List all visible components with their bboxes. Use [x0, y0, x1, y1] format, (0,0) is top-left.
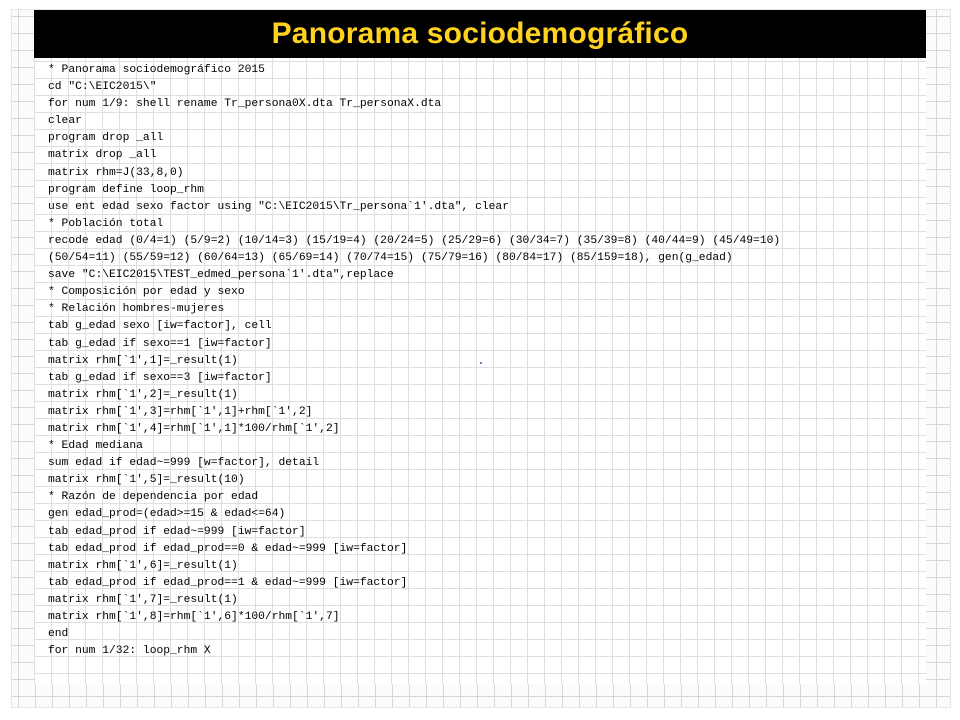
title-bar [34, 10, 926, 58]
code-line: tab edad_prod if edad_prod==0 & edad~=999 [iw=factor] [48, 542, 408, 555]
slide-title: Panorama sociodemográfico [271, 17, 689, 50]
code-line: * Composición por edad y sexo [48, 286, 245, 299]
code-line: matrix rhm=J(33,8,0) [48, 166, 184, 179]
code-line: tab g_edad if sexo==1 [iw=factor] [48, 337, 272, 350]
code-line: matrix rhm[`1',5]=_result(10) [48, 474, 245, 487]
code-line: (50/54=11) (55/59=12) (60/64=13) (65/69=14) (70/74=15) (75/79=16) (80/84=17) (85/159=18), gen(g_edad) [48, 252, 733, 265]
code-line: matrix rhm[`1',4]=rhm[`1',1]*100/rhm[`1',2] [48, 422, 340, 435]
code-line: * Relación hombres-mujeres [48, 303, 225, 316]
code-line: matrix rhm[`1',6]=_result(1) [48, 559, 238, 572]
code-line: for num 1/32: loop_rhm X [48, 645, 211, 658]
code-line: end [48, 628, 69, 641]
code-line: for num 1/9: shell rename Tr_persona0X.dta Tr_personaX.dta [48, 98, 442, 111]
code-line: tab edad_prod if edad~=999 [iw=factor] [48, 525, 306, 538]
code-line: * Razón de dependencia por edad [48, 491, 259, 504]
code-line: matrix rhm[`1',3]=rhm[`1',1]+rhm[`1',2] [48, 405, 313, 418]
code-line: * Población total [48, 217, 164, 230]
stray-mark [480, 362, 482, 364]
code-line: matrix rhm[`1',2]=_result(1) [48, 388, 238, 401]
code-line: * Panorama sociodemográfico 2015 [48, 64, 265, 76]
code-line: tab edad_prod if edad_prod==1 & edad~=999 [iw=factor] [48, 576, 408, 589]
code-line: save "C:\EIC2015\TEST_edmed_persona`1'.dta",replace [48, 269, 394, 282]
code-line: matrix rhm[`1',7]=_result(1) [48, 593, 238, 606]
code-line: * Edad mediana [48, 440, 143, 453]
code-line: program drop _all [48, 132, 164, 145]
code-line: clear [48, 115, 82, 128]
code-lines [48, 62, 780, 660]
code-line: matrix rhm[`1',8]=rhm[`1',6]*100/rhm[`1',7] [48, 611, 340, 623]
code-line: gen edad_prod=(edad>=15 & edad<=64) [48, 508, 286, 521]
code-line: matrix drop _all [48, 149, 157, 162]
code-line: tab g_edad sexo [iw=factor], cell [48, 320, 272, 333]
code-line: use ent edad sexo factor using "C:\EIC2015\Tr_persona`1'.dta", clear [48, 200, 509, 213]
code-line: tab g_edad if sexo==3 [iw=factor] [48, 371, 272, 384]
code-line: matrix rhm[`1',1]=_result(1) [48, 354, 238, 367]
code-line: sum edad if edad~=999 [w=factor], detail [48, 457, 320, 470]
code-block [34, 58, 926, 684]
code-line: cd "C:\EIC2015\" [48, 81, 157, 94]
code-line: program define loop_rhm [48, 183, 204, 196]
code-line: recode edad (0/4=1) (5/9=2) (10/14=3) (15/19=4) (20/24=5) (25/29=6) (30/34=7) (35/39=8) (40/44=9) (45/49=10) [48, 234, 781, 247]
